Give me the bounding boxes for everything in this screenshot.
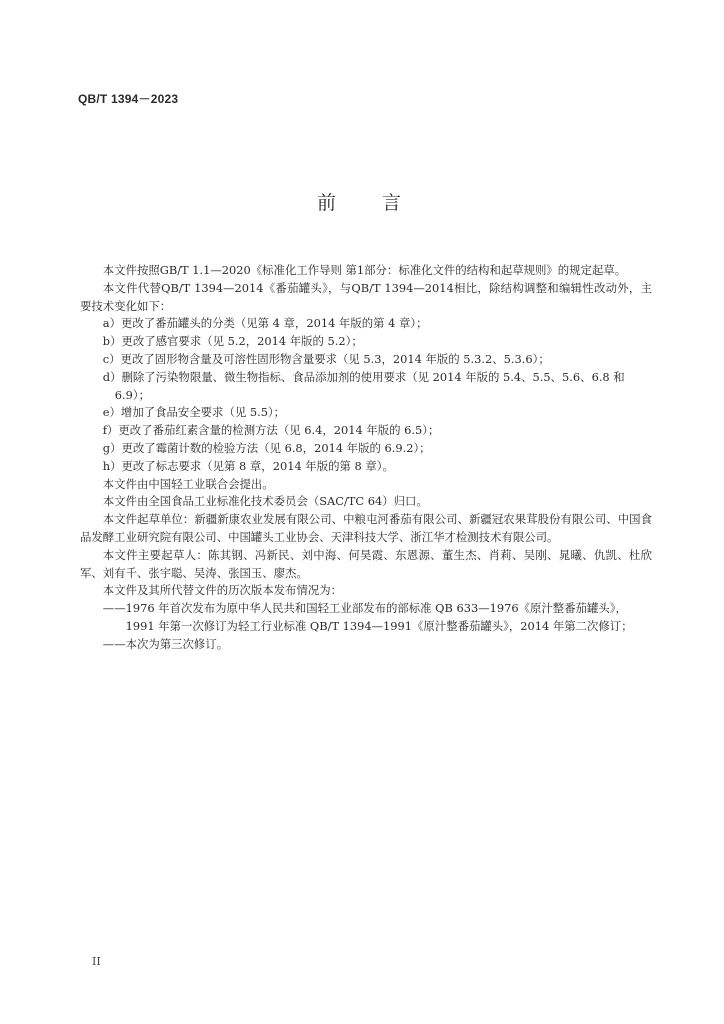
change-item: f）更改了番茄红素含量的检测方法（见 6.4，2014 年版的 6.5）； bbox=[102, 423, 440, 438]
paragraph-drafting-rules: 本文件按照GB/T 1.1—2020《标准化工作导则 第1部分：标准化文件的结构和起草规则》的规定起草。 bbox=[102, 263, 627, 277]
history-item: ——1976 年首次发布为原中华人民共和国轻工业部发布的部标准 QB 633—1976《原汁整番茄罐头》，1991 年第一次修订为轻工行业标准 QB/T 1394—1991《原汁整番茄罐头》，2014 年第二次修订； bbox=[102, 601, 633, 633]
paragraph-proposer: 本文件由中国轻工业联合会提出。 bbox=[102, 476, 274, 491]
foreword-body bbox=[80, 262, 652, 654]
page-title: 前 言 bbox=[316, 192, 422, 214]
change-item: g）更改了霉菌计数的检验方法（见 6.8，2014 年版的 6.9.2）； bbox=[102, 440, 431, 455]
standard-code: QB/T 1394－2023 bbox=[78, 92, 179, 106]
change-item: d）删除了污染物限量、微生物指标、食品添加剂的使用要求（见 2014 年版的 5.4、5.5、5.6、6.8 和 6.9）； bbox=[102, 369, 625, 402]
history-item: ——本次为第三次修订。 bbox=[102, 636, 229, 651]
change-item: a）更改了番茄罐头的分类（见第 4 章，2014 年版的第 4 章）； bbox=[102, 316, 428, 331]
change-item: c）更改了固形物含量及可溶性固形物含量要求（见 5.3，2014 年版的 5.3.2、5.3.6）； bbox=[102, 351, 550, 366]
paragraph-history-intro: 本文件及其所代替文件的历次版本发布情况为： bbox=[102, 583, 343, 598]
paragraph-replacement: 本文件代替QB/T 1394—2014《番茄罐头》，与QB/T 1394—2014相比，除结构调整和编辑性改动外，主要技术变化如下： bbox=[80, 280, 652, 313]
change-item: e）增加了食品安全要求（见 5.5）； bbox=[102, 405, 286, 420]
paragraph-drafting-units: 本文件起草单位：新疆新康农业发展有限公司、中粮屯河番茄有限公司、新疆冠农果茸股份有限公司、中国食品发酵工业研究院有限公司、中国罐头工业协会、天津科技大学、浙江华才检测技术有限公司。 bbox=[80, 512, 652, 544]
page-number: II bbox=[92, 955, 101, 968]
change-item: h）更改了标志要求（见第 8 章，2014 年版的第 8 章）。 bbox=[102, 458, 394, 473]
paragraph-drafters: 本文件主要起草人：陈其钢、冯新民、刘中海、何昊霞、东恩源、董生杰、肖莉、吴刚、晁曦、仇凯、杜欣军、刘有千、张宇聪、吴涛、张国玉、廖杰。 bbox=[80, 547, 652, 580]
paragraph-committee: 本文件由全国食品工业标准化技术委员会（SAC/TC 64）归口。 bbox=[102, 494, 428, 509]
change-item: b）更改了感官要求（见 5.2，2014 年版的 5.2）； bbox=[102, 334, 363, 349]
